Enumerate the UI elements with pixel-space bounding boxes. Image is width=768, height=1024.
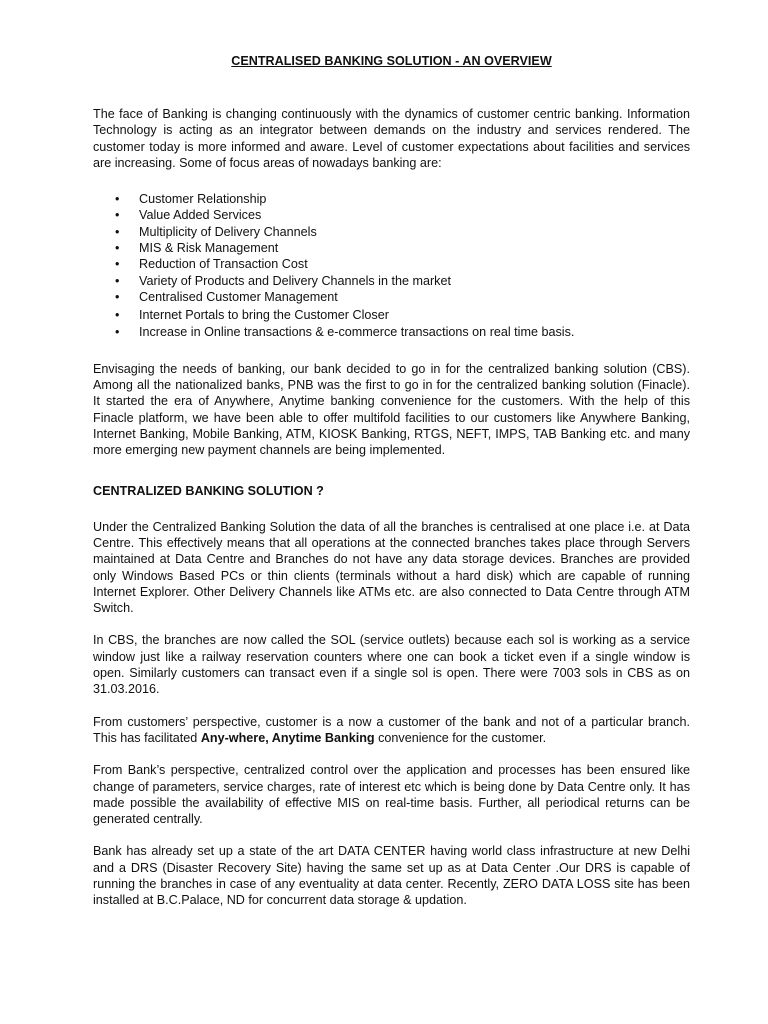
bullet-icon: •	[115, 308, 120, 323]
anywhere-anytime-emphasis: Any-where, Anytime Banking	[200, 730, 375, 745]
document-page	[93, 52, 690, 909]
sol-paragraph: In CBS, the branches are now called the SOL (service outlets) because each sol is working as a service window just like a railway reservation counters where one can book a ticket even if a single window is open. Similarly customers can transact even if a single sol is open. There were 7003 sols in CBS as on 31.03.2016.	[93, 633, 690, 697]
list-item	[93, 324, 690, 340]
banks-perspective-paragraph: From Bank’s perspective, centralized control over the application and processes has been ensured like change of parameters, service charges, rate of interest etc which is being done by Data Centre only. It has made possible the availability of effective MIS on real-time basis. Further, all periodical returns can be generated centrally.	[93, 763, 690, 827]
bullet-icon: •	[115, 289, 120, 304]
list-item	[93, 224, 690, 240]
list-item-text: Internet Portals to bring the Customer Closer	[139, 308, 389, 323]
intro-paragraph: The face of Banking is changing continuously with the dynamics of customer centric banking. Information Technology is acting as an integrator between demands on the industry and services rendered. The customer today is more informed and aware. Level of customer expectations about facilities and services are increasing. Some of focus areas of nowadays banking are:	[93, 107, 690, 170]
list-item-text: Increase in Online transactions & e-commerce transactions on real time basis.	[139, 324, 575, 339]
list-item-text: Multiplicity of Delivery Channels	[139, 224, 317, 239]
customers-perspective-end: convenience for the customer.	[374, 730, 547, 745]
list-item-text: MIS & Risk Management	[139, 241, 279, 256]
bullet-icon: •	[115, 224, 120, 239]
bullet-icon: •	[115, 273, 120, 288]
list-item-text: Reduction of Transaction Cost	[139, 257, 308, 272]
list-item-text: Customer Relationship	[139, 192, 267, 207]
list-item	[93, 289, 690, 305]
list-item	[93, 307, 690, 323]
envisaging-paragraph: Envisaging the needs of banking, our bank decided to go in for the centralized banking solution (CBS). Among all the nationalized banks, PNB was the first to go in for the centralized banking solution (Finacle). It started the era of Anywhere, Anytime banking convenience for the customers. With the help of this Finacle platform, we have been able to offer multifold facilities to our customers like Anywhere Banking, Internet Banking, Mobile Banking, ATM, KIOSK Banking, RTGS, NEFT, IMPS, TAB Banking etc. and many more emerging new payment channels are being implemented.	[93, 361, 690, 458]
bullet-icon: •	[115, 208, 120, 223]
bullet-icon: •	[115, 257, 120, 272]
section-heading: CENTRALIZED BANKING SOLUTION ?	[93, 483, 324, 498]
list-item-text: Value Added Services	[139, 208, 262, 223]
list-item	[93, 273, 690, 289]
list-item	[93, 207, 690, 223]
bullet-icon: •	[115, 241, 120, 256]
under-cbs-paragraph: Under the Centralized Banking Solution the data of all the branches is centralised at one place i.e. at Data Centre. This effectively means that all operations at the connected branches takes place through Servers maintained at Data Centre and Branches do not have any data storage devices. Branches are provided only Windows Based PCs or thin clients (terminals without a hard disk) which are capable of running Internet Explorer. Other Delivery Channels like ATMs etc. are also connected to Data Centre through ATM Switch.	[93, 519, 690, 616]
focus-areas-list	[93, 191, 690, 340]
bullet-icon: •	[115, 192, 120, 207]
customers-perspective-text: From customers’ perspective, customer is a now a customer of the bank and not of a particular branch. This has facilitated	[93, 714, 690, 745]
customers-perspective-paragraph	[93, 714, 690, 747]
list-item	[93, 240, 690, 256]
document-title: CENTRALISED BANKING SOLUTION - AN OVERVIEW	[231, 54, 552, 68]
list-item	[93, 191, 690, 207]
data-center-paragraph: Bank has already set up a state of the art DATA CENTER having world class infrastructure at new Delhi and a DRS (Disaster Recovery Site) having the same set up as at Data Center .Our DRS is capable of running the branches in case of any eventuality at data center. Recently, ZERO DATA LOSS site has been installed at B.C.Palace, ND for concurrent data storage & updation.	[93, 844, 690, 908]
list-item-text: Variety of Products and Delivery Channels in the market	[139, 273, 451, 288]
list-item-text: Centralised Customer Management	[139, 289, 338, 304]
list-item	[93, 256, 690, 272]
bullet-icon: •	[115, 324, 120, 339]
